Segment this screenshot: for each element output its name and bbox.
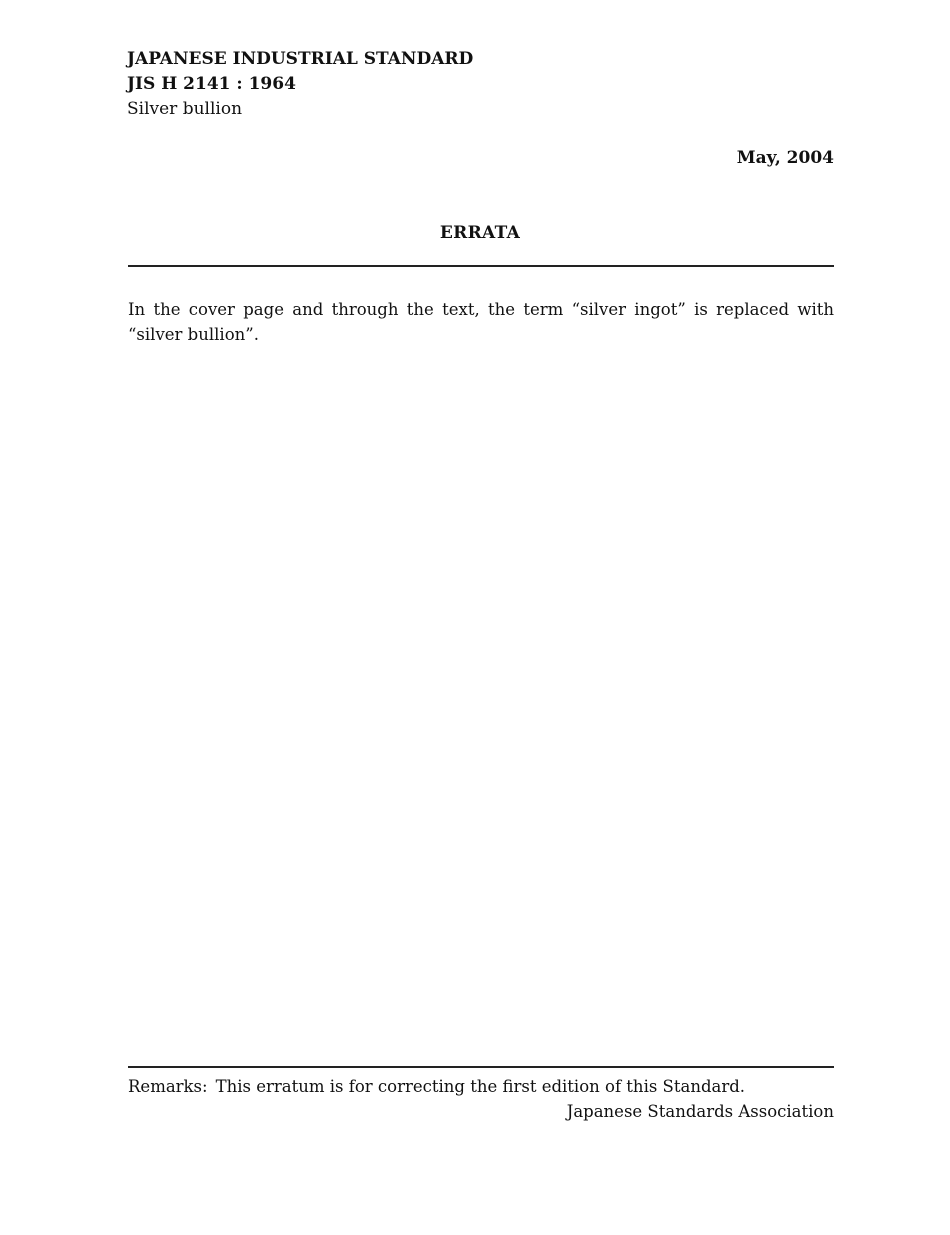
errata-title: ERRATA [439,223,521,243]
remarks-text: This erratum is for correcting the first edition of this Standard. [215,1077,746,1096]
document-header [127,47,473,122]
issue-date: May, 2004 [736,148,834,168]
standard-title: Silver bullion [127,99,243,119]
remarks [128,1074,745,1099]
issuer-name: Japanese Standards Association [566,1102,834,1121]
standard-number: JIS H 2141 : 1964 [127,74,296,94]
bottom-divider [128,1066,834,1068]
top-divider [128,265,834,267]
standard-type: JAPANESE INDUSTRIAL STANDARD [127,49,474,69]
remarks-label: Remarks: [128,1077,208,1096]
errata-body: In the cover page and through the text, the term “silver ingot” is replaced with “silver bullion”. [128,300,834,344]
